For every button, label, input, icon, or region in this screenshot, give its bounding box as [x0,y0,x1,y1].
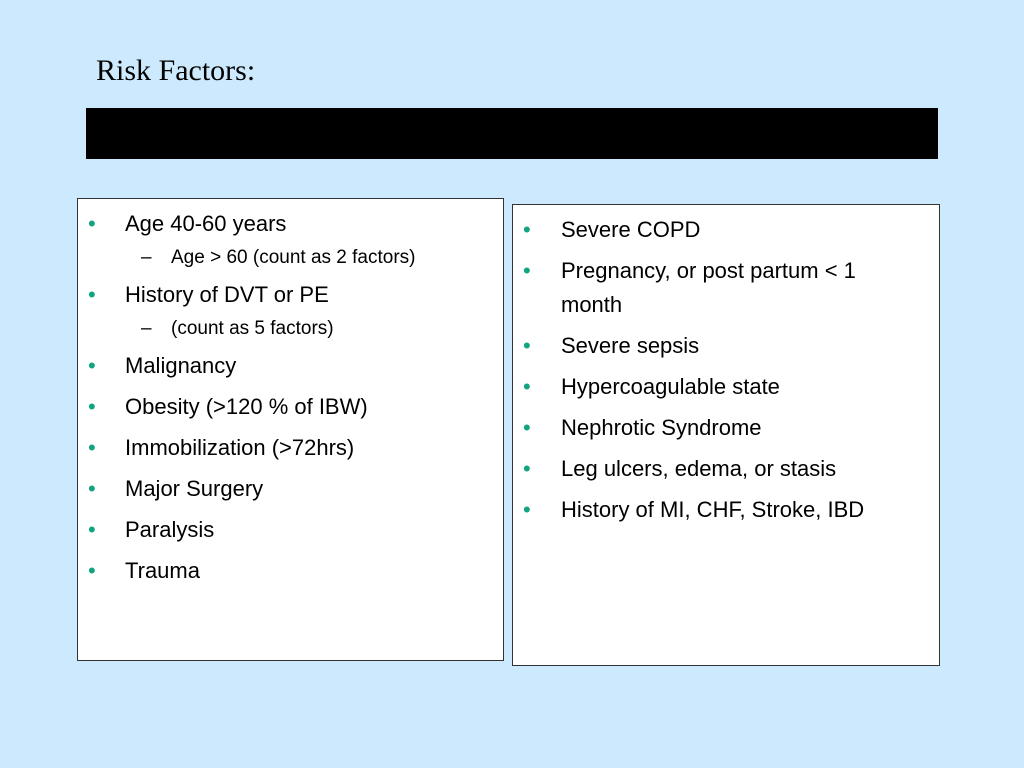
list-item [78,513,503,547]
list-item-label: History of DVT or PE [125,282,329,307]
bullet-icon: • [88,435,96,460]
bullet-icon: • [523,415,531,440]
bullet-icon: • [88,353,96,378]
list-item [513,411,939,445]
bullet-icon: • [88,476,96,501]
bullet-icon: • [523,456,531,481]
bullet-icon: • [523,497,531,522]
bullet-icon: • [523,333,531,358]
list-item [513,213,939,247]
dash-icon: – [141,247,152,268]
list-item-label: Major Surgery [125,476,264,501]
list-item-label: Leg ulcers, edema, or stasis [561,456,837,481]
list-item-label: Nephrotic Syndrome [561,415,762,440]
list-item-label: Severe sepsis [561,333,700,358]
bullet-icon: • [88,517,96,542]
list-item-label: Malignancy [125,353,237,378]
list-item [513,370,939,404]
black-banner [86,108,938,159]
list-item [78,278,503,342]
bullet-icon: • [88,211,96,236]
sub-bullet-list [125,316,503,342]
list-item [78,472,503,506]
bullet-icon: • [88,394,96,419]
list-item [78,554,503,588]
list-item-label: Age 40-60 years [125,211,287,236]
list-item [78,390,503,424]
right-bullet-list [513,205,939,527]
list-item-label: Obesity (>120 % of IBW) [125,394,368,419]
list-item [78,431,503,465]
bullet-icon: • [88,558,96,583]
sub-list-item [125,245,503,271]
list-item-label: Pregnancy, or post partum < 1 month [561,258,856,317]
sub-list-item-label: Age > 60 (count as 2 factors) [171,247,416,268]
list-item-label: History of MI, CHF, Stroke, IBD [561,497,865,522]
bullet-icon: • [523,217,531,242]
list-item-label: Severe COPD [561,217,701,242]
list-item [513,452,939,486]
list-item [513,329,939,363]
list-item [513,254,939,322]
list-item-label: Hypercoagulable state [561,374,780,399]
bullet-icon: • [88,282,96,307]
list-item-label: Immobilization (>72hrs) [125,435,355,460]
sub-list-item [125,316,503,342]
list-item [78,349,503,383]
sub-bullet-list [125,245,503,271]
list-item-label: Trauma [125,558,200,583]
right-risk-factors-box [512,204,940,666]
bullet-icon: • [523,374,531,399]
sub-list-item-label: (count as 5 factors) [171,318,334,339]
left-bullet-list [78,199,503,588]
bullet-icon: • [523,258,531,283]
list-item [78,207,503,271]
list-item [513,493,939,527]
slide-title: Risk Factors: [96,54,256,87]
list-item-label: Paralysis [125,517,215,542]
dash-icon: – [141,318,152,339]
left-risk-factors-box [77,198,504,661]
